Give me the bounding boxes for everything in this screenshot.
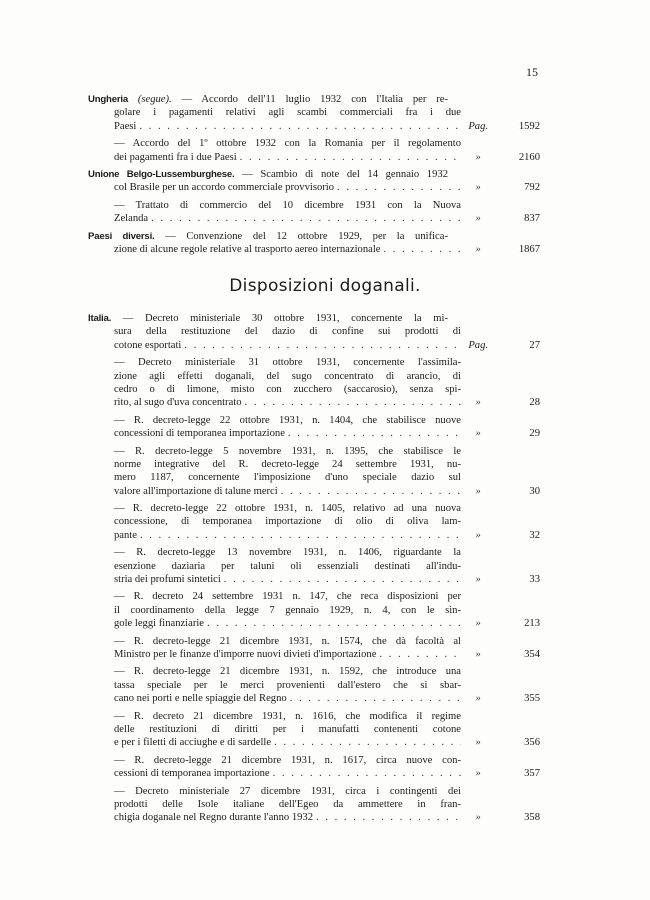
index-entry [88,546,540,590]
entry-text [101,679,461,692]
entry-text-content: — R. decreto 24 settembre 1931 n. 147, che reca disposizioni per [114,591,461,603]
entry-line [88,590,540,603]
page-label: » [475,812,481,824]
entry-text [101,798,461,811]
entry-text-content: zione di alcune regole relative al trasporto aereo internazionale [114,243,381,255]
entry-text-content: pante [114,529,137,541]
continued-note: (segue). [127,94,172,105]
index-entry [88,785,540,829]
entry-text-content: stria dei profumi sintetici [114,574,221,586]
leader-dots [379,648,461,661]
index-entry [88,710,540,754]
page-number: 15 [526,65,538,79]
page-label: Pag. [468,120,489,132]
entry-text [88,168,448,181]
entry-line [88,811,540,824]
index-entry [88,168,540,199]
page-reference: 356 [524,737,540,749]
entry-text-content: col Brasile per un accordo commerciale provvisorio [114,182,335,194]
entry-text-content: — Decreto ministeriale 30 ottobre 1931, concernente la mi- [111,313,448,324]
index-entry [88,590,540,634]
entry-text [101,396,461,409]
index-entry [88,356,540,414]
entry-text-content: dei pagamenti fra i due Paesi [114,151,237,163]
entry-line [88,604,540,617]
entry-text [101,485,461,498]
leader-dots [273,767,461,780]
entry-line [88,414,540,427]
entry-text [101,785,461,798]
section-heading: Disposizioni doganali. [229,276,421,296]
page-reference: 27 [529,339,540,351]
entry-text [101,767,461,780]
page-reference: 29 [529,428,540,440]
leader-dots [139,120,461,133]
entry-line [88,736,540,749]
entry-line [88,546,540,559]
index-entry [88,754,540,785]
leader-dots [316,811,461,824]
entry-text [101,736,461,749]
entry-text [101,414,461,427]
entry-line [88,325,540,338]
entry-text-content: golare i pagamenti relativi agli scambi commerciali fra i due [114,107,461,119]
entry-text-content: — R. decreto-legge 22 ottobre 1931, n. 1405, relativo ad una nuova [114,503,461,515]
entry-text [101,471,461,484]
leader-dots [151,212,461,225]
entry-text-content: concessione, di temporanea importazione di olio di oliva lam- [114,516,461,528]
entry-text-content: delle restituzioni di diritti per i manufatti contenenti cotone [114,723,461,735]
entry-text-content: rito, al sugo d'uva concentrato [114,397,242,409]
page-label: » [475,485,481,497]
entry-text-content: valore all'importazione di talune merci [114,485,278,497]
entry-line [88,396,540,409]
entry-line [88,529,540,542]
page-reference: 792 [524,182,540,194]
entry-text-content: — Trattato di commercio del 10 dicembre 1931 con la Nuova [114,199,461,211]
entry-line [88,106,540,119]
entry-line [88,648,540,661]
entry-line [88,723,540,736]
entry-text [101,181,461,194]
entry-line [88,199,540,212]
entry-text-content: — Accordo dell'11 luglio 1932 con l'Italia per re- [171,94,448,105]
entry-text [101,199,461,212]
entry-text [101,692,461,705]
entry-text-content: — Accordo del 1º ottobre 1932 con la Romania per il regolamento [114,138,461,150]
entry-line [88,93,540,106]
leader-dots [245,396,461,409]
page-label: » [475,768,481,780]
entry-text-content: — Scambio di note del 14 gennaio 1932 [234,168,448,180]
page-reference: 30 [529,485,540,497]
entry-text-content: chigia doganale nel Regno durante l'anno 1932 [114,812,314,824]
entry-line [88,445,540,458]
entry-line [88,312,540,325]
entry-line [88,120,540,133]
leader-dots [207,617,461,630]
entry-line [88,679,540,692]
entry-line [88,383,540,396]
entry-text-content: Ministro per le finanze d'imporre nuovi divieti d'importazione [114,648,377,660]
entry-line [88,339,540,352]
entry-text-content: e per i filetti di acciughe e di sardelle [114,737,272,749]
entry-text [101,665,461,678]
entry-line [88,485,540,498]
page-reference: 33 [529,574,540,586]
leader-dots [140,529,461,542]
entry-line [88,151,540,164]
leader-dots [240,151,461,164]
entry-text [101,635,461,648]
entry-text-content: gole leggi finanziarie [114,618,205,630]
entry-text-content: zione agli effetti doganali, del sugo concentrato di arancio, di [114,370,461,382]
entry-text-content: concessioni di temporanea importazione [114,428,285,440]
page-reference: 354 [524,648,540,660]
index-entry [88,665,540,709]
entry-text [101,370,461,383]
page-reference: 1867 [518,243,540,255]
entry-text-content: cotone esportati [114,339,182,351]
entry-text-content: mero 1187, concernente l'imposizione d'uno speciale dazio sul [114,472,461,484]
entry-text [101,648,461,661]
entry-text [101,502,461,515]
page-label: » [475,428,481,440]
entry-text [101,529,461,542]
entry-line [88,471,540,484]
entry-text [101,445,461,458]
index-entry [88,445,540,503]
country-heading: Ungheria [88,94,128,105]
entry-line [88,137,540,150]
page-label: » [475,182,481,194]
entry-line [88,785,540,798]
entry-text-content: — R. decreto-legge 21 dicembre 1931, n. 1617, circa nuove con- [114,754,461,766]
entry-text-content: cessioni di temporanea importazione [114,768,270,780]
entry-line [88,515,540,528]
entry-text [101,427,461,440]
index-entry [88,230,540,261]
entry-text [101,604,461,617]
index-entry [88,414,540,445]
entry-text [88,312,448,325]
entry-text [101,590,461,603]
leader-dots [224,573,461,586]
page-label: » [475,737,481,749]
entry-text [101,754,461,767]
leader-dots [184,339,461,352]
page-label: » [475,151,481,163]
entry-text-content: — Convenzione del 12 ottobre 1929, per la unifica- [154,230,448,242]
page-reference: 1592 [518,120,540,132]
entry-line [88,710,540,723]
entry-text-content: Zelanda [114,213,149,225]
entry-text [101,515,461,528]
entry-text [101,212,461,225]
entry-text [101,710,461,723]
country-heading: Unione Belgo-Lussemburghese. [88,168,235,180]
leader-dots [288,427,461,440]
entry-text [101,151,461,164]
entry-text-content: — R. decreto-legge 22 ottobre 1931, n. 1404, che stabilisce nuove [114,414,461,426]
entry-line [88,356,540,369]
page-reference: 355 [524,693,540,705]
entry-text [101,120,461,133]
section-customs-provisions [88,312,540,829]
entry-text-content: — Decreto ministeriale 31 ottobre 1931, concernente l'assimila- [114,357,461,369]
page-reference: 213 [524,618,540,630]
page-reference: 358 [524,812,540,824]
page-reference: 28 [529,397,540,409]
page-label: » [475,529,481,541]
country-heading: Paesi diversi. [88,230,155,242]
leader-dots [274,736,461,749]
index-entry [88,137,540,168]
country-heading: Italia. [88,313,112,324]
entry-text-content: — R. decreto-legge 21 dicembre 1931, n. 1574, che dà facoltà al [114,635,461,647]
entry-text-content: esenzione daziaria per taluni oli essenziali destinati all'indu- [114,560,461,572]
entry-line [88,370,540,383]
leader-dots [383,243,461,256]
entry-text [101,339,461,352]
section-agreements [88,93,540,260]
entry-line [88,502,540,515]
entry-text-content: cano nei porti e nelle spiaggie del Regno [114,693,287,705]
entry-text [101,383,461,396]
entry-text-content: cedro o di limone, misto con zucchero (saccarosio), senza spi- [114,383,461,395]
entry-text [101,106,461,119]
leader-dots [281,485,461,498]
entry-text [101,137,461,150]
entry-text-content: sura della restituzione del dazio di confine sui prodotti di [114,326,461,338]
entry-text [101,356,461,369]
page-label: » [475,397,481,409]
entry-text-content: Paesi [114,120,137,132]
entry-text [101,560,461,573]
entry-text-content: — R. decreto 21 dicembre 1931, n. 1616, che modifica il regime [114,710,461,722]
entry-line [88,754,540,767]
page-reference: 2160 [518,151,540,163]
entry-text [101,458,461,471]
entry-line [88,212,540,225]
entry-text [101,243,461,256]
entry-text-content: norme integrative del R. decreto-legge 24 settembre 1931, nu- [114,458,461,470]
entry-line [88,560,540,573]
entry-line [88,181,540,194]
entry-text-content: tassa speciale per le merci provenienti dall'estero che si sbar- [114,679,461,691]
entry-line [88,573,540,586]
page-reference: 357 [524,768,540,780]
entry-text-content: — R. decreto-legge 13 novembre 1931, n. 1406, riguardante la [114,547,461,559]
entry-line [88,617,540,630]
entry-text [101,573,461,586]
entry-text [88,93,448,106]
leader-dots [337,181,461,194]
entry-text [101,811,461,824]
entry-text-content: — R. decreto-legge 5 novembre 1931, n. 1395, che stabilisce le [114,445,461,457]
index-entry [88,635,540,666]
entry-text-content: il coordinamento della legge 7 gennaio 1929, n. 4, con le sin- [114,604,461,616]
entry-text [101,325,461,338]
index-entry [88,93,540,137]
entry-text [101,546,461,559]
entry-line [88,243,540,256]
page-reference: 32 [529,529,540,541]
index-entry [88,312,540,356]
index-entry [88,199,540,230]
entry-line [88,230,540,243]
entry-text [101,723,461,736]
page-reference: 837 [524,213,540,225]
entry-line [88,427,540,440]
page-label: » [475,213,481,225]
page-label: » [475,243,481,255]
entry-text [88,230,448,243]
entry-line [88,798,540,811]
entry-line [88,635,540,648]
page-label: » [475,574,481,586]
entry-line [88,665,540,678]
index-entry [88,502,540,546]
page-label: » [475,648,481,660]
entry-text [101,617,461,630]
entry-text-content: — Decreto ministeriale 27 dicembre 1931, circa i contingenti dei [114,785,461,797]
entry-line [88,168,540,181]
entry-line [88,767,540,780]
leader-dots [290,692,461,705]
entry-text-content: prodotti delle Isole italiane dell'Egeo da ammettere in fran- [114,798,461,810]
entry-line [88,692,540,705]
entry-line [88,458,540,471]
page-label: Pag. [468,339,489,351]
entry-text-content: — R. decreto-legge 21 dicembre 1931, n. 1592, che introduce una [114,666,461,678]
page-label: » [475,618,481,630]
page-label: » [475,693,481,705]
